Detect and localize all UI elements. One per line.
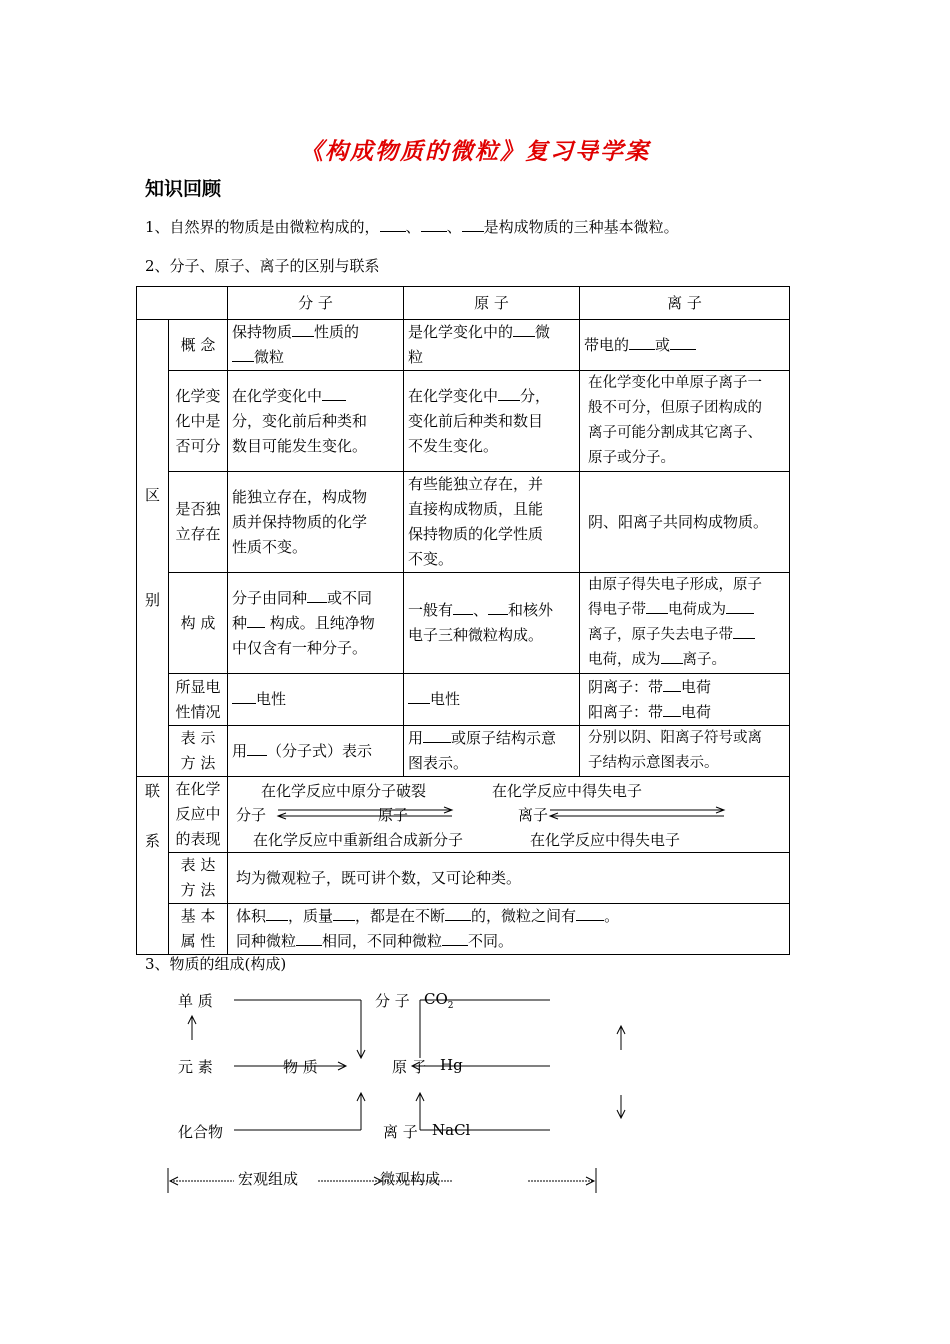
question-1-text-b: 是构成物质的三种基本微粒。: [483, 218, 679, 236]
group-difference-char-1: 区: [144, 486, 160, 504]
question-2: 2、分子、原子、离子的区别与联系: [145, 257, 380, 275]
text: 质并保持物质的化学: [232, 512, 368, 531]
question-1-sep-2: 、: [446, 218, 462, 236]
text: 同种微粒: [236, 932, 297, 950]
text: 性质不变。: [232, 537, 308, 556]
text: 或原子结构示意: [451, 729, 557, 747]
text: 分别以阴、阳离子符号或离: [588, 730, 762, 746]
label-atom: 原 子: [392, 1058, 427, 1076]
text: 离子可能分割成其它离子、: [588, 425, 762, 441]
text: 和核外: [508, 601, 554, 619]
label-macro: 宏观组成: [238, 1170, 299, 1188]
text: 的，微粒之间有: [471, 907, 577, 925]
text: 在化学变化中单原子离子一: [588, 375, 762, 391]
text: 电子三种微粒构成。: [408, 626, 544, 644]
text: 是否独: [175, 500, 221, 518]
text: （分子式）表示: [267, 741, 373, 760]
text: 化中是: [175, 411, 221, 430]
group-relation-char-2: 系: [144, 832, 160, 850]
text: 性质的: [314, 323, 360, 341]
subscript: 2: [447, 1001, 454, 1011]
text: 用: [232, 741, 248, 760]
text: 一般有: [408, 601, 454, 619]
text: 离子，原子失去电子带: [588, 627, 733, 643]
row-label-concept: 概 念: [169, 320, 228, 371]
text: 能独立存在，构成物: [232, 487, 368, 506]
text: 子结构示意图表示。: [588, 755, 719, 771]
text: 电荷: [681, 677, 712, 696]
text: 中仅含有一种分子。: [232, 638, 368, 657]
section-heading: 知识回顾: [145, 178, 222, 200]
header-molecule: 分 子: [228, 287, 404, 320]
text: 不发生变化。: [408, 436, 499, 455]
label-atom-example: Hg: [440, 1056, 463, 1074]
text: 属 性: [180, 932, 216, 950]
relation-molecule: 分子: [236, 805, 267, 824]
group-relation-char-1: 联: [144, 782, 160, 800]
text: 有些能独立存在，并: [408, 475, 544, 493]
text: 在化学变化中: [408, 386, 499, 405]
question-3: 3、物质的组成(构成): [145, 955, 287, 973]
text: 基 本: [180, 907, 216, 925]
relation-top-left: 在化学反应中原分子破裂: [261, 781, 427, 800]
cell-expression: 均为微观粒子，既可讲个数，又可论种类。: [228, 853, 790, 904]
text: 是化学变化中的: [408, 323, 514, 341]
text: 粒: [408, 348, 424, 366]
text: 电性: [430, 690, 461, 708]
text: ，都是在不断: [355, 907, 446, 925]
text: 在化学: [175, 780, 221, 798]
text: 带电的: [584, 335, 630, 354]
text: 方 法: [180, 881, 216, 899]
text: 方 法: [180, 754, 216, 772]
relation-top-right: 在化学反应中得失电子: [492, 781, 643, 800]
text: 构成。且纯净物: [265, 613, 375, 632]
text: 所显电: [175, 677, 221, 696]
question-1-text-a: 1、自然界的物质是由微粒构成的，: [145, 218, 380, 236]
text: 阳离子：带: [588, 702, 664, 721]
text: 离子。: [682, 652, 726, 668]
text: 电性: [256, 690, 287, 708]
text: 。: [604, 907, 620, 925]
header-ion: 离 子: [580, 287, 790, 320]
relation-bottom-right: 在化学反应中得失电子: [530, 830, 681, 849]
text: 立存在: [175, 525, 221, 543]
text: 得电子带: [588, 602, 646, 618]
text: 微粒: [254, 348, 285, 366]
text: 保持物质的化学性质: [408, 525, 544, 543]
text: 电荷: [681, 702, 712, 721]
label-compound: 化合物: [178, 1123, 224, 1141]
text: 变化前后种类和数目: [408, 411, 544, 430]
text: 在化学变化中: [232, 386, 323, 405]
text: 般不可分，但原子团构成的: [588, 400, 762, 416]
text: 原子或分子。: [588, 450, 675, 466]
text: ，质量: [288, 907, 334, 925]
label-ion-example: NaCl: [432, 1121, 471, 1139]
label-ion: 离 子: [383, 1123, 418, 1141]
text: 直接构成物质，且能: [408, 500, 544, 518]
text: 表 示: [180, 729, 216, 747]
text: 或: [655, 335, 671, 354]
text: 化学变: [175, 386, 221, 405]
text: 相同，不同种微粒: [322, 932, 443, 950]
text: 反应中: [175, 805, 221, 823]
text: 电荷，成为: [588, 652, 661, 668]
text: 或不同: [327, 588, 373, 607]
text: 否可分: [175, 436, 221, 455]
text: 不变。: [408, 550, 454, 568]
text: CO: [424, 990, 448, 1008]
text: 由原子得失电子形成，原子: [588, 577, 762, 593]
row-label-composition: 构 成: [169, 573, 228, 674]
text: 用: [408, 729, 424, 747]
text: 数目可能发生变化。: [232, 436, 368, 455]
text: 种: [232, 613, 248, 632]
text: 表 达: [180, 856, 216, 874]
label-molecule-example: [424, 990, 454, 1011]
cell-independent-ion: 阴、阳离子共同构成物质。: [580, 472, 790, 573]
label-substance: 物 质: [283, 1058, 318, 1076]
text: 的表现: [175, 830, 221, 848]
text: 电荷成为: [668, 602, 726, 618]
text: 性情况: [175, 702, 221, 721]
text: 分子由同种: [232, 588, 308, 607]
text: 图表示。: [408, 754, 469, 772]
text: 阴离子：带: [588, 677, 664, 696]
text: 不同。: [468, 932, 514, 950]
label-molecule: 分 子: [375, 992, 410, 1010]
relation-atom: 原子: [378, 805, 409, 824]
label-simple-substance: 单 质: [178, 992, 213, 1010]
text: 、: [473, 601, 489, 619]
header-atom: 原 子: [404, 287, 580, 320]
relation-ion: 离子: [518, 805, 549, 824]
text: 微: [535, 323, 551, 341]
group-difference-char-2: 别: [144, 591, 160, 609]
text: 保持物质: [232, 323, 293, 341]
relation-bottom-left: 在化学反应中重新组合成新分子: [253, 830, 464, 849]
label-element: 元 素: [178, 1058, 213, 1076]
text: 分，: [520, 386, 551, 405]
question-1-sep-1: 、: [405, 218, 421, 236]
label-micro: 微观构成: [380, 1170, 441, 1188]
page-title: 《构成物质的微粒》复习导学案: [300, 138, 650, 165]
text: 体积: [236, 907, 267, 925]
text: 分，变化前后种类和: [232, 411, 368, 430]
